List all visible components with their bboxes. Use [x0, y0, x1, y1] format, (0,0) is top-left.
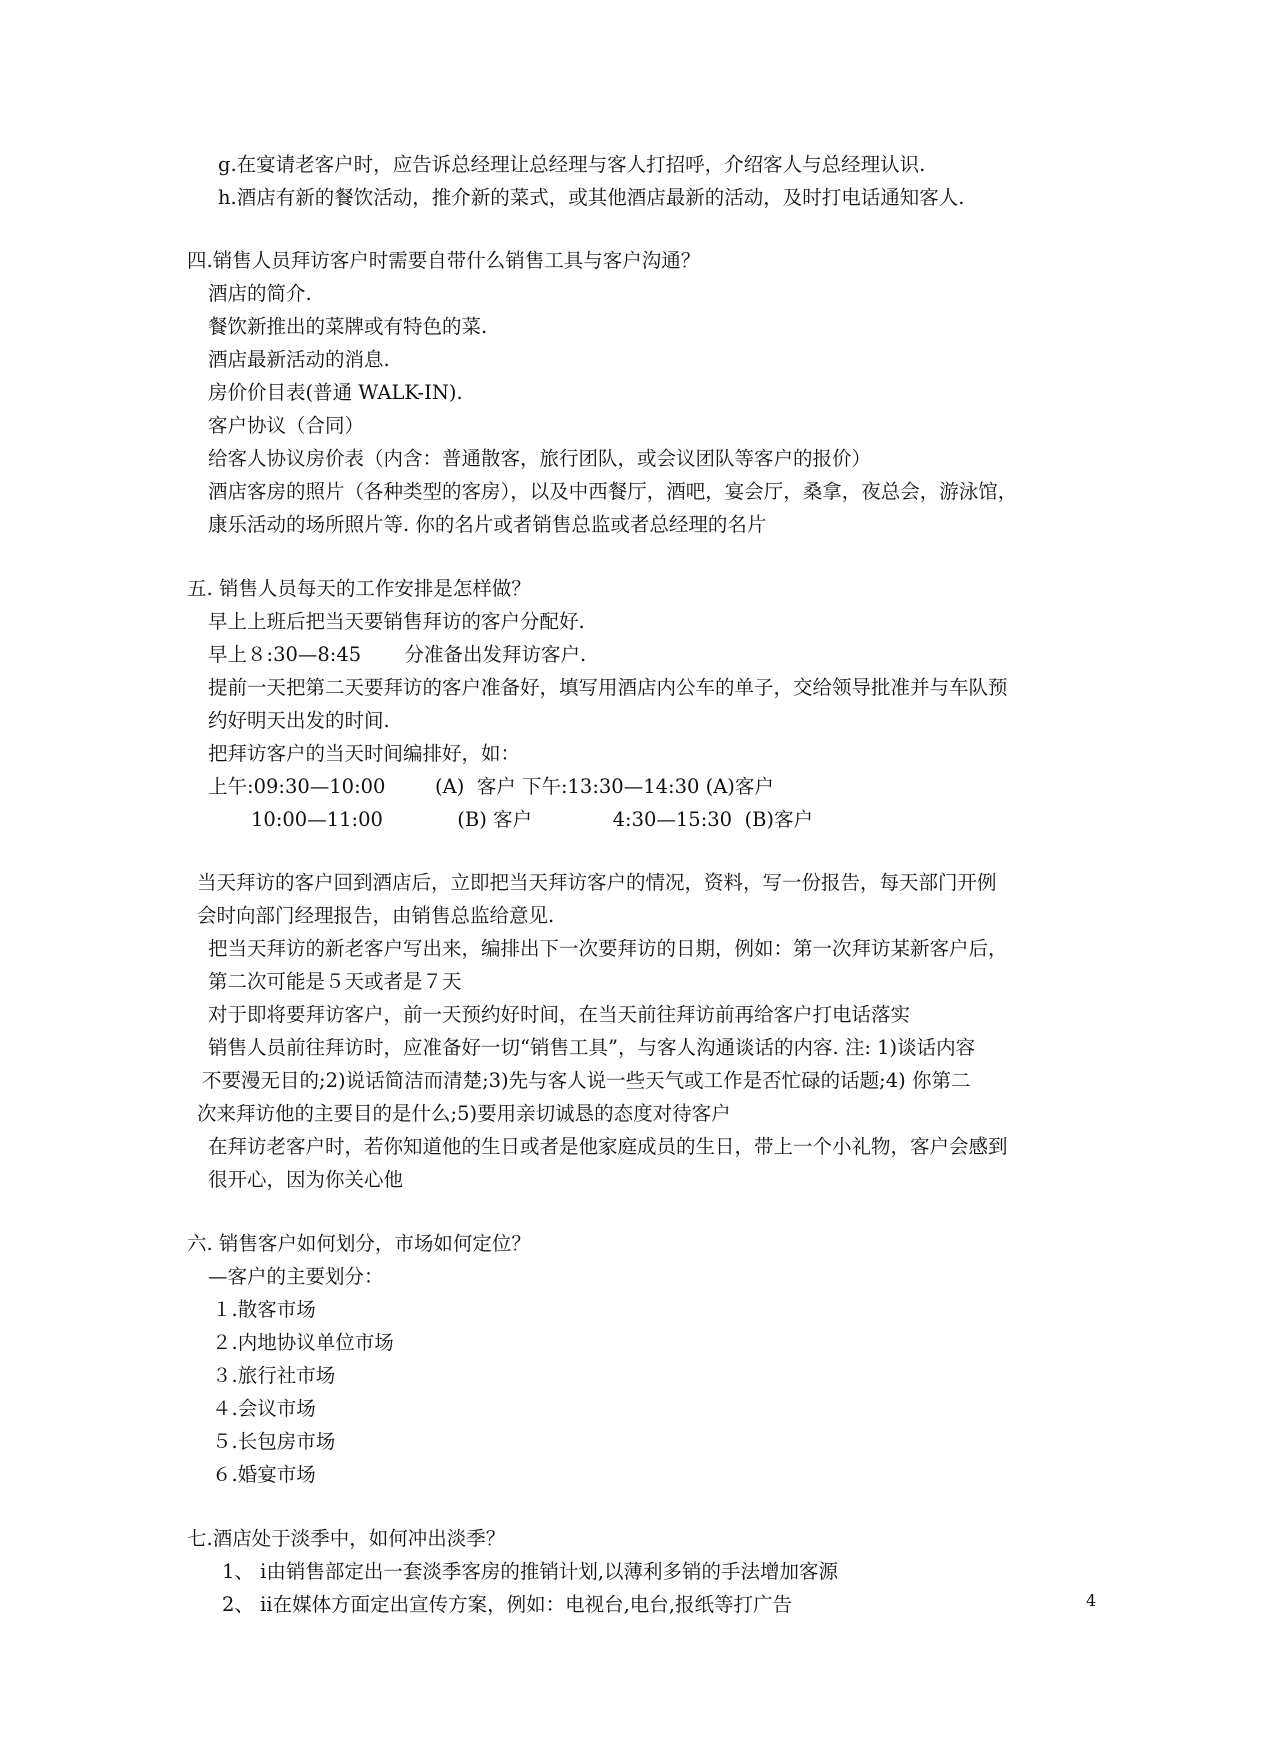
text-line: h.酒店有新的餐饮活动，推介新的菜式，或其他酒店最新的活动，及时打电话通知客人. [218, 186, 965, 209]
text-line: 很开心，因为你关心他 [208, 1168, 404, 1191]
section-heading: 七.酒店处于淡季中，如何冲出淡季？ [187, 1527, 506, 1550]
text-line: 第二次可能是５天或者是７天 [208, 970, 462, 993]
list-item: ２.内地协议单位市场 [212, 1331, 394, 1354]
section-heading: 六. 销售客户如何划分，市场如何定位？ [187, 1232, 531, 1255]
section-heading: 五. 销售人员每天的工作安排是怎样做？ [187, 577, 531, 600]
list-item: ４.会议市场 [212, 1397, 316, 1420]
list-item: ５.长包房市场 [212, 1430, 336, 1453]
text-line: 约好明天出发的时间. [208, 709, 390, 732]
text-line: 房价价目表(普通 WALK-IN). [208, 381, 463, 404]
text-line: g.在宴请老客户时，应告诉总经理让总经理与客人打招呼，介绍客人与总经理认识. [218, 153, 926, 176]
text-line: 对于即将要拜访客户，前一天预约好时间，在当天前往拜访前再给客户打电话落实 [208, 1003, 911, 1026]
list-item: ６.婚宴市场 [212, 1463, 316, 1486]
text-line: 康乐活动的场所照片等. 你的名片或者销售总监或者总经理的名片 [208, 513, 767, 536]
list-item: １.散客市场 [212, 1298, 316, 1321]
schedule-line: 上午:09:30—10:00 (A) 客户 下午:13:30—14:30 (A)客户 [208, 775, 774, 798]
text-line: 在拜访老客户时，若你知道他的生日或者是他家庭成员的生日，带上一个小礼物，客户会感到 [208, 1135, 1008, 1158]
list-item: 2、 ⅱ在媒体方面定出宣传方案，例如：电视台,电台,报纸等打广告 [222, 1593, 792, 1616]
text-line: 酒店客房的照片（各种类型的客房），以及中西餐厅，酒吧，宴会厅，桑拿，夜总会，游泳馆， [208, 480, 1018, 503]
text-line: 客户协议（合同） [208, 414, 365, 437]
section-heading: 四.销售人员拜访客户时需要自带什么销售工具与客户沟通？ [187, 249, 701, 272]
schedule-line: 10:00—11:00 (B) 客户 4:30—15:30 (B)客户 [251, 808, 814, 831]
text-line: 不要漫无目的;2)说话简洁而清楚;3)先与客人说一些天气或工作是否忙碌的话题;4) 你第二 [202, 1069, 971, 1092]
text-line: 酒店的简介. [208, 282, 312, 305]
text-line: 销售人员前往拜访时，应准备好一切“销售工具”，与客人沟通谈话的内容. 注: 1)谈话内容 [208, 1036, 976, 1059]
list-item: ３.旅行社市场 [212, 1364, 336, 1387]
text-line: 会时向部门经理报告，由销售总监给意见. [197, 904, 555, 927]
text-line: 早上８:30—8:45 分准备出发拜访客户. [208, 643, 587, 666]
text-line: 提前一天把第二天要拜访的客户准备好，填写用酒店内公车的单子，交给领导批准并与车队预 [208, 676, 1008, 699]
text-line: —客户的主要划分： [208, 1265, 384, 1288]
text-line: 次来拜访他的主要目的是什么;5)要用亲切诚恳的态度对待客户 [197, 1102, 731, 1125]
text-line: 早上上班后把当天要销售拜访的客户分配好. [208, 610, 585, 633]
list-item: 1、 ⅰ由销售部定出一套淡季客房的推销计划,以薄利多销的手法增加客源 [222, 1560, 839, 1583]
page-number: 4 [1086, 1591, 1097, 1610]
text-line: 把拜访客户的当天时间编排好，如： [208, 742, 521, 765]
text-line: 给客人协议房价表（内含：普通散客，旅行团队，或会议团队等客户的报价） [208, 447, 872, 470]
text-line: 当天拜访的客户回到酒店后，立即把当天拜访客户的情况，资料，写一份报告，每天部门开例 [197, 871, 997, 894]
text-line: 酒店最新活动的消息. [208, 348, 390, 371]
text-line: 餐饮新推出的菜牌或有特色的菜. [208, 315, 488, 338]
text-line: 把当天拜访的新老客户写出来，编排出下一次要拜访的日期，例如：第一次拜访某新客户后， [208, 937, 1008, 960]
